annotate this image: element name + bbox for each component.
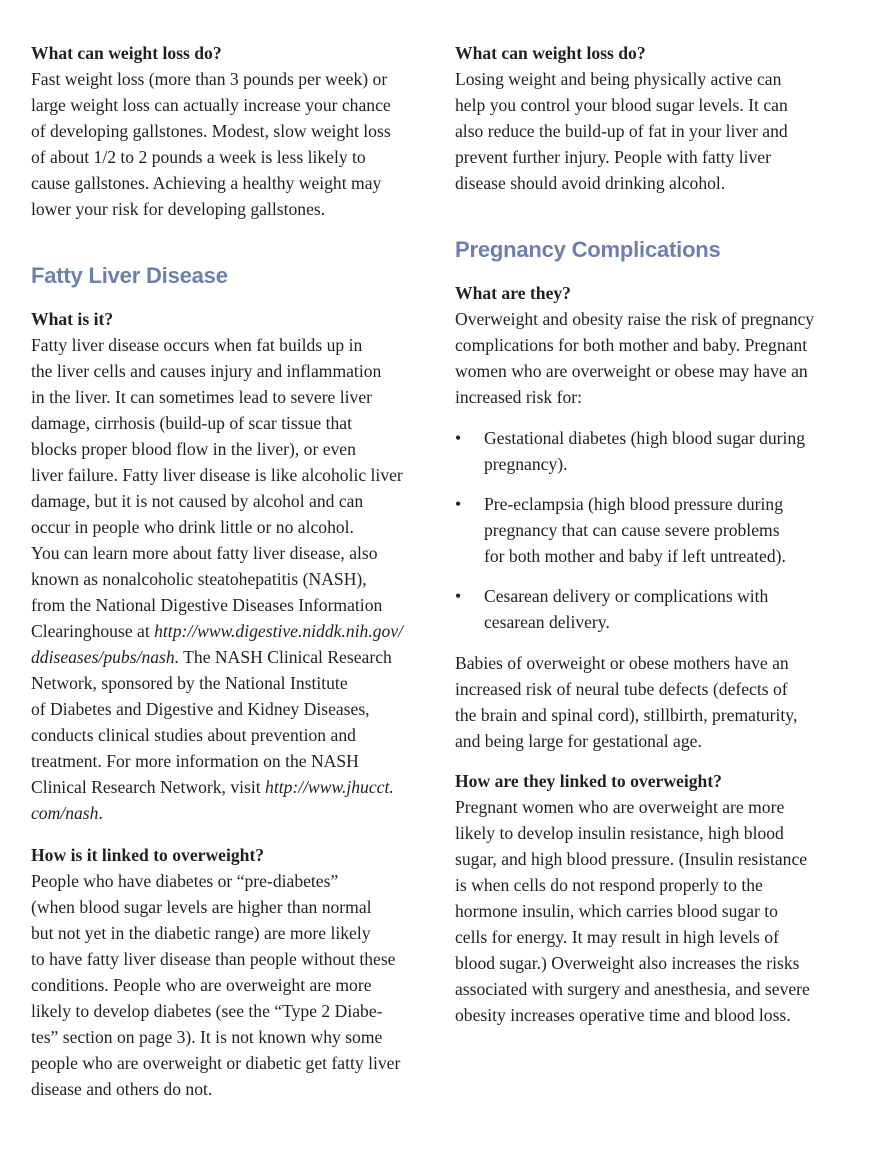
text-line: women who are overweight or obese may have an — [455, 361, 808, 381]
text-run: Clearinghouse at — [31, 621, 155, 641]
text-line: increased risk of neural tube defects (defects of — [455, 679, 788, 699]
text-line: tes” section on page 3). It is not known why some — [31, 1027, 383, 1047]
fatty-liver-what-paragraph — [31, 332, 426, 826]
pregnancy-babies-paragraph — [455, 650, 850, 754]
fatty-liver-what-heading: What is it? — [31, 309, 114, 329]
pregnancy-risk-list — [455, 425, 850, 635]
jhucct-link[interactable]: com/nash — [31, 803, 99, 823]
left-column — [31, 40, 426, 1102]
text-line: to have fatty liver disease than people without these — [31, 949, 396, 969]
text-line — [31, 618, 426, 644]
text-line: blood sugar.) Overweight also increases the risks — [455, 953, 800, 973]
text-line: help you control your blood sugar levels. It can — [455, 95, 788, 115]
text-line — [31, 644, 426, 670]
text-line: pregnancy). — [484, 454, 568, 474]
text-line: likely to develop diabetes (see the “Type 2 Diabe- — [31, 1001, 383, 1021]
text-line: prevent further injury. People with fatty liver — [455, 147, 771, 167]
text-line: disease should avoid drinking alcohol. — [455, 173, 726, 193]
text-line: associated with surgery and anesthesia, and severe — [455, 979, 810, 999]
text-line: Overweight and obesity raise the risk of pregnancy — [455, 309, 815, 329]
gallstones-weight-loss-paragraph — [31, 66, 426, 222]
pregnancy-what-heading: What are they? — [455, 283, 571, 303]
text-line: likely to develop insulin resistance, high blood — [455, 823, 784, 843]
list-item — [455, 583, 850, 635]
pregnancy-section-title: Pregnancy Complications — [455, 237, 721, 262]
text-line: from the National Digestive Diseases Information — [31, 595, 383, 615]
right-column — [455, 40, 850, 1028]
text-line: People who have diabetes or “pre-diabetes” — [31, 871, 339, 891]
fatty-liver-linked-paragraph — [31, 868, 426, 1102]
text-line: cause gallstones. Achieving a healthy weight may — [31, 173, 382, 193]
text-line: also reduce the build-up of fat in your liver and — [455, 121, 788, 141]
text-line: disease and others do not. — [31, 1079, 213, 1099]
text-line: damage, cirrhosis (build-up of scar tissue that — [31, 413, 353, 433]
text-run: Clinical Research Network, visit — [31, 777, 266, 797]
text-line — [31, 774, 426, 800]
text-line: cells for energy. It may result in high levels of — [455, 927, 779, 947]
text-line: the brain and spinal cord), stillbirth, prematurity, — [455, 705, 798, 725]
list-item — [455, 491, 850, 569]
text-run: The NASH Clinical Research — [179, 647, 392, 667]
text-line: sugar, and high blood pressure. (Insulin resistance — [455, 849, 808, 869]
text-line: conducts clinical studies about prevention and — [31, 725, 356, 745]
text-line: You can learn more about fatty liver disease, also — [31, 543, 378, 563]
pregnancy-linked-heading: How are they linked to overweight? — [455, 771, 722, 791]
fatty-liver-linked-heading: How is it linked to overweight? — [31, 845, 265, 865]
text-line: liver failure. Fatty liver disease is like alcoholic liver — [31, 465, 403, 485]
text-line: Network, sponsored by the National Institute — [31, 673, 348, 693]
text-line: of Diabetes and Digestive and Kidney Diseases, — [31, 699, 370, 719]
text-line: is when cells do not respond properly to the — [455, 875, 763, 895]
pregnancy-linked-paragraph — [455, 794, 850, 1028]
text-line: increased risk for: — [455, 387, 583, 407]
text-line: people who are overweight or diabetic get fatty liver — [31, 1053, 401, 1073]
nash-link[interactable]: http://www.digestive.niddk.nih.gov/ — [154, 621, 404, 641]
text-line: Pre-eclampsia (high blood pressure during — [484, 494, 784, 514]
text-run: . — [98, 803, 103, 823]
text-line: lower your risk for developing gallstones. — [31, 199, 326, 219]
text-line: Losing weight and being physically active can — [455, 69, 782, 89]
nash-link[interactable]: ddiseases/pubs/nash. — [31, 647, 180, 667]
text-line: pregnancy that can cause severe problems — [484, 520, 780, 540]
text-line: but not yet in the diabetic range) are more likely — [31, 923, 371, 943]
text-line: large weight loss can actually increase your chance — [31, 95, 391, 115]
text-line: Babies of overweight or obese mothers have an — [455, 653, 789, 673]
text-line: obesity increases operative time and blood loss. — [455, 1005, 791, 1025]
text-line: Pregnant women who are overweight are more — [455, 797, 785, 817]
bullet-icon: • — [455, 494, 462, 514]
fatty-liver-weight-loss-paragraph — [455, 66, 850, 196]
text-line: of about 1/2 to 2 pounds a week is less likely to — [31, 147, 366, 167]
jhucct-link[interactable]: http://www.jhucct. — [265, 777, 394, 797]
text-line: treatment. For more information on the NASH — [31, 751, 359, 771]
fatty-liver-weight-loss-heading: What can weight loss do? — [455, 43, 646, 63]
text-line: complications for both mother and baby. Pregnant — [455, 335, 808, 355]
pregnancy-intro-paragraph — [455, 306, 850, 410]
text-line: Cesarean delivery or complications with — [484, 586, 769, 606]
text-line: occur in people who drink little or no alcohol. — [31, 517, 354, 537]
fatty-liver-section-title: Fatty Liver Disease — [31, 263, 228, 288]
text-line: known as nonalcoholic steatohepatitis (NASH), — [31, 569, 367, 589]
gallstones-weight-loss-heading: What can weight loss do? — [31, 43, 222, 63]
text-line: Fast weight loss (more than 3 pounds per week) or — [31, 69, 388, 89]
text-line: and being large for gestational age. — [455, 731, 702, 751]
text-line: hormone insulin, which carries blood sugar to — [455, 901, 778, 921]
text-line: damage, but it is not caused by alcohol and can — [31, 491, 364, 511]
bullet-icon: • — [455, 428, 462, 448]
bullet-icon: • — [455, 586, 462, 606]
list-item — [455, 425, 850, 477]
text-line: in the liver. It can sometimes lead to severe liver — [31, 387, 373, 407]
text-line — [31, 800, 426, 826]
text-line: (when blood sugar levels are higher than normal — [31, 897, 372, 917]
text-line: of developing gallstones. Modest, slow weight loss — [31, 121, 391, 141]
text-line: conditions. People who are overweight are more — [31, 975, 372, 995]
text-line: Fatty liver disease occurs when fat builds up in — [31, 335, 363, 355]
text-line: the liver cells and causes injury and inflammation — [31, 361, 382, 381]
text-line: cesarean delivery. — [484, 612, 610, 632]
text-line: Gestational diabetes (high blood sugar during — [484, 428, 806, 448]
text-line: blocks proper blood flow in the liver), or even — [31, 439, 356, 459]
text-line: for both mother and baby if left untreated). — [484, 546, 786, 566]
